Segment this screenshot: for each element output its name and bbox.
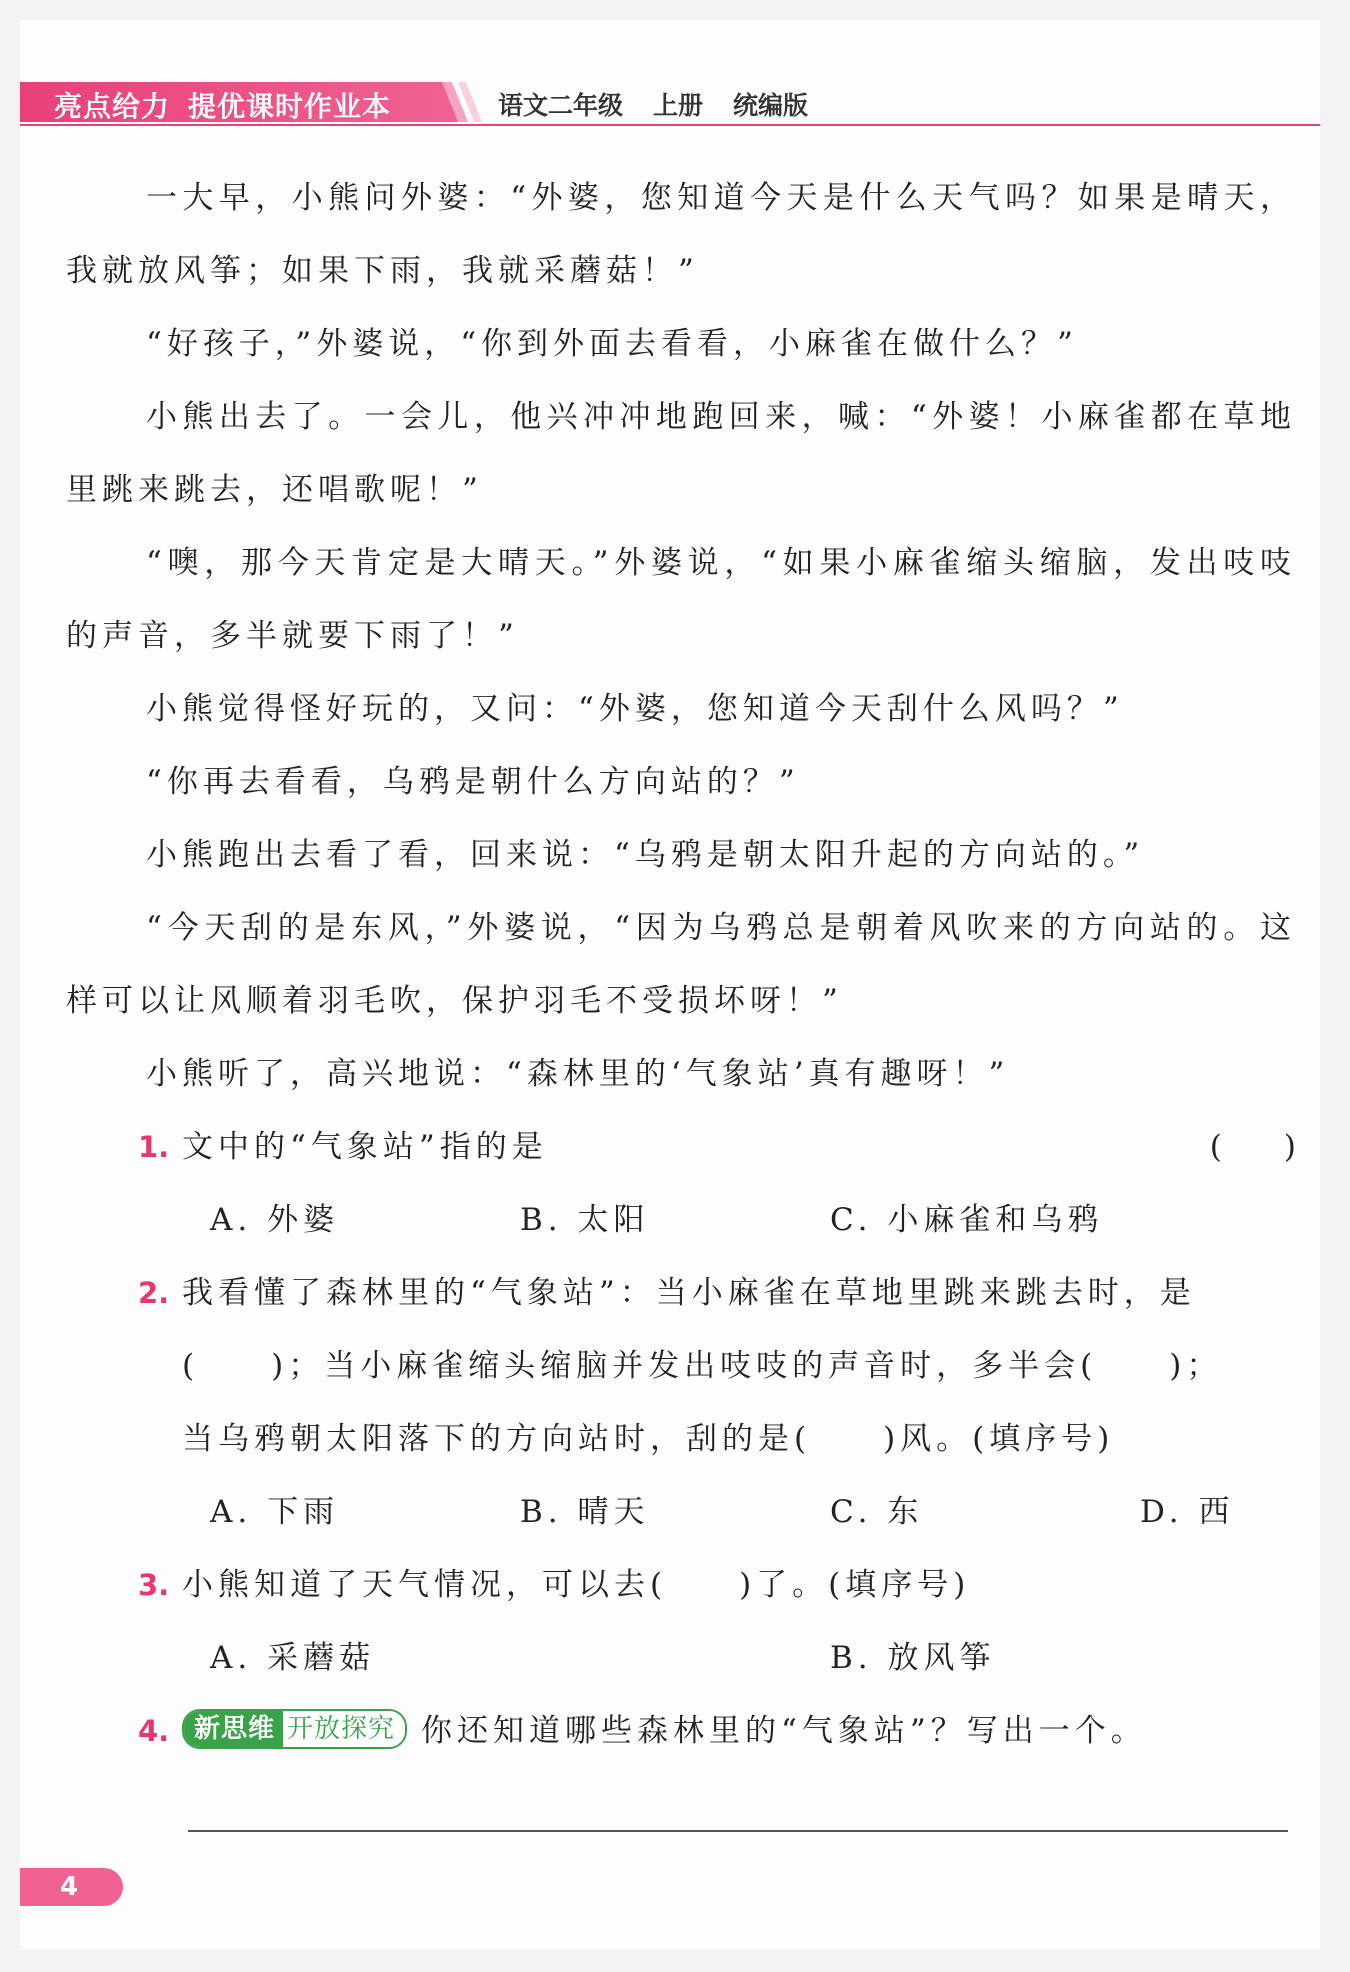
- answer-writing-line[interactable]: [188, 1830, 1288, 1832]
- page-number: 4: [20, 1868, 123, 1906]
- passage-paragraph: 小熊觉得怪好玩的，又问：“外婆，您知道今天刮什么风吗？”: [146, 691, 1124, 727]
- option-b[interactable]: B. 晴天: [520, 1494, 650, 1530]
- question-text: 你还知道哪些森林里的“气象站”？写出一个。: [421, 1713, 1147, 1749]
- new-thinking-tag: [182, 1709, 407, 1749]
- question-1-options: [66, 1184, 1296, 1257]
- question-number: 1.: [138, 1130, 170, 1164]
- option-a[interactable]: A. 下雨: [210, 1494, 340, 1530]
- question-1: [66, 1111, 1296, 1184]
- option-c[interactable]: C. 东: [830, 1494, 924, 1530]
- question-text: 文中的“气象站”指的是: [182, 1129, 548, 1165]
- question-2: [66, 1403, 1296, 1476]
- subject-info: [498, 86, 838, 122]
- page-header: [20, 82, 1320, 126]
- question-number: 2.: [138, 1276, 170, 1310]
- brand-name: 亮点给力: [54, 90, 171, 123]
- brand-series: 提优课时作业本: [188, 90, 392, 123]
- question-number: 4.: [138, 1714, 170, 1748]
- question-2: [66, 1257, 1296, 1330]
- passage-paragraph: “好孩子，”外婆说，“你到外面去看看，小麻雀在做什么？”: [146, 326, 1078, 362]
- answer-blank[interactable]: ( ): [1209, 1129, 1296, 1165]
- workbook-page: [20, 20, 1320, 1950]
- question-2: [66, 1330, 1296, 1403]
- reading-content: [66, 162, 1296, 1768]
- question-text-wrap: [182, 1695, 1296, 1768]
- option-b[interactable]: B. 太阳: [520, 1202, 650, 1238]
- tag-label-primary: 新思维: [184, 1711, 283, 1747]
- subject-grade: 语文二年级: [498, 91, 624, 120]
- question-4: [66, 1695, 1296, 1768]
- brand-title: [54, 85, 409, 125]
- subject-edition: 统编版: [733, 91, 809, 120]
- question-text[interactable]: 当乌鸦朝太阳落下的方向站时，刮的是( )风。(填序号): [182, 1421, 1115, 1457]
- question-number: 3.: [138, 1568, 170, 1602]
- question-text[interactable]: ( )；当小麻雀缩头缩脑并发出吱吱的声音时，多半会( )；: [182, 1348, 1223, 1384]
- subject-volume: 上册: [653, 91, 704, 120]
- passage-paragraph: 一大早，小熊问外婆：“外婆，您知道今天是什么天气吗？如果是晴天，我就放风筝；如果下雨，我就采蘑菇！”: [66, 180, 1296, 289]
- option-c[interactable]: C. 小麻雀和乌鸦: [830, 1202, 1104, 1238]
- passage-paragraph: “噢，那今天肯定是大晴天。”外婆说，“如果小麻雀缩头缩脑，发出吱吱的声音，多半就要下雨了！”: [66, 545, 1296, 654]
- question-3: [66, 1549, 1296, 1622]
- question-3-options: [66, 1622, 1296, 1695]
- option-b[interactable]: B. 放风筝: [830, 1640, 996, 1676]
- option-a[interactable]: A. 外婆: [210, 1202, 340, 1238]
- option-a[interactable]: A. 采蘑菇: [210, 1640, 376, 1676]
- question-2-options: [66, 1476, 1296, 1549]
- header-divider: [20, 124, 1320, 126]
- passage-paragraph: 小熊出去了。一会儿，他兴冲冲地跑回来，喊：“外婆！小麻雀都在草地里跳来跳去，还唱歌呢！”: [66, 399, 1296, 508]
- tag-label-secondary: 开放探究: [283, 1711, 405, 1747]
- passage-paragraph: “今天刮的是东风，”外婆说，“因为乌鸦总是朝着风吹来的方向站的。这样可以让风顺着羽毛吹，保护羽毛不受损坏呀！”: [66, 910, 1296, 1019]
- option-d[interactable]: D. 西: [1140, 1494, 1235, 1530]
- passage-paragraph: 小熊听了，高兴地说：“森林里的‘气象站’真有趣呀！”: [146, 1056, 1010, 1092]
- question-text: 我看懂了森林里的“气象站”：当小麻雀在草地里跳来跳去时，是: [182, 1275, 1196, 1311]
- question-text[interactable]: 小熊知道了天气情况，可以去( )了。(填序号): [182, 1567, 971, 1603]
- passage-paragraph: 小熊跑出去看了看，回来说：“乌鸦是朝太阳升起的方向站的。”: [146, 837, 1145, 873]
- passage-paragraph: “你再去看看，乌鸦是朝什么方向站的？”: [146, 764, 800, 800]
